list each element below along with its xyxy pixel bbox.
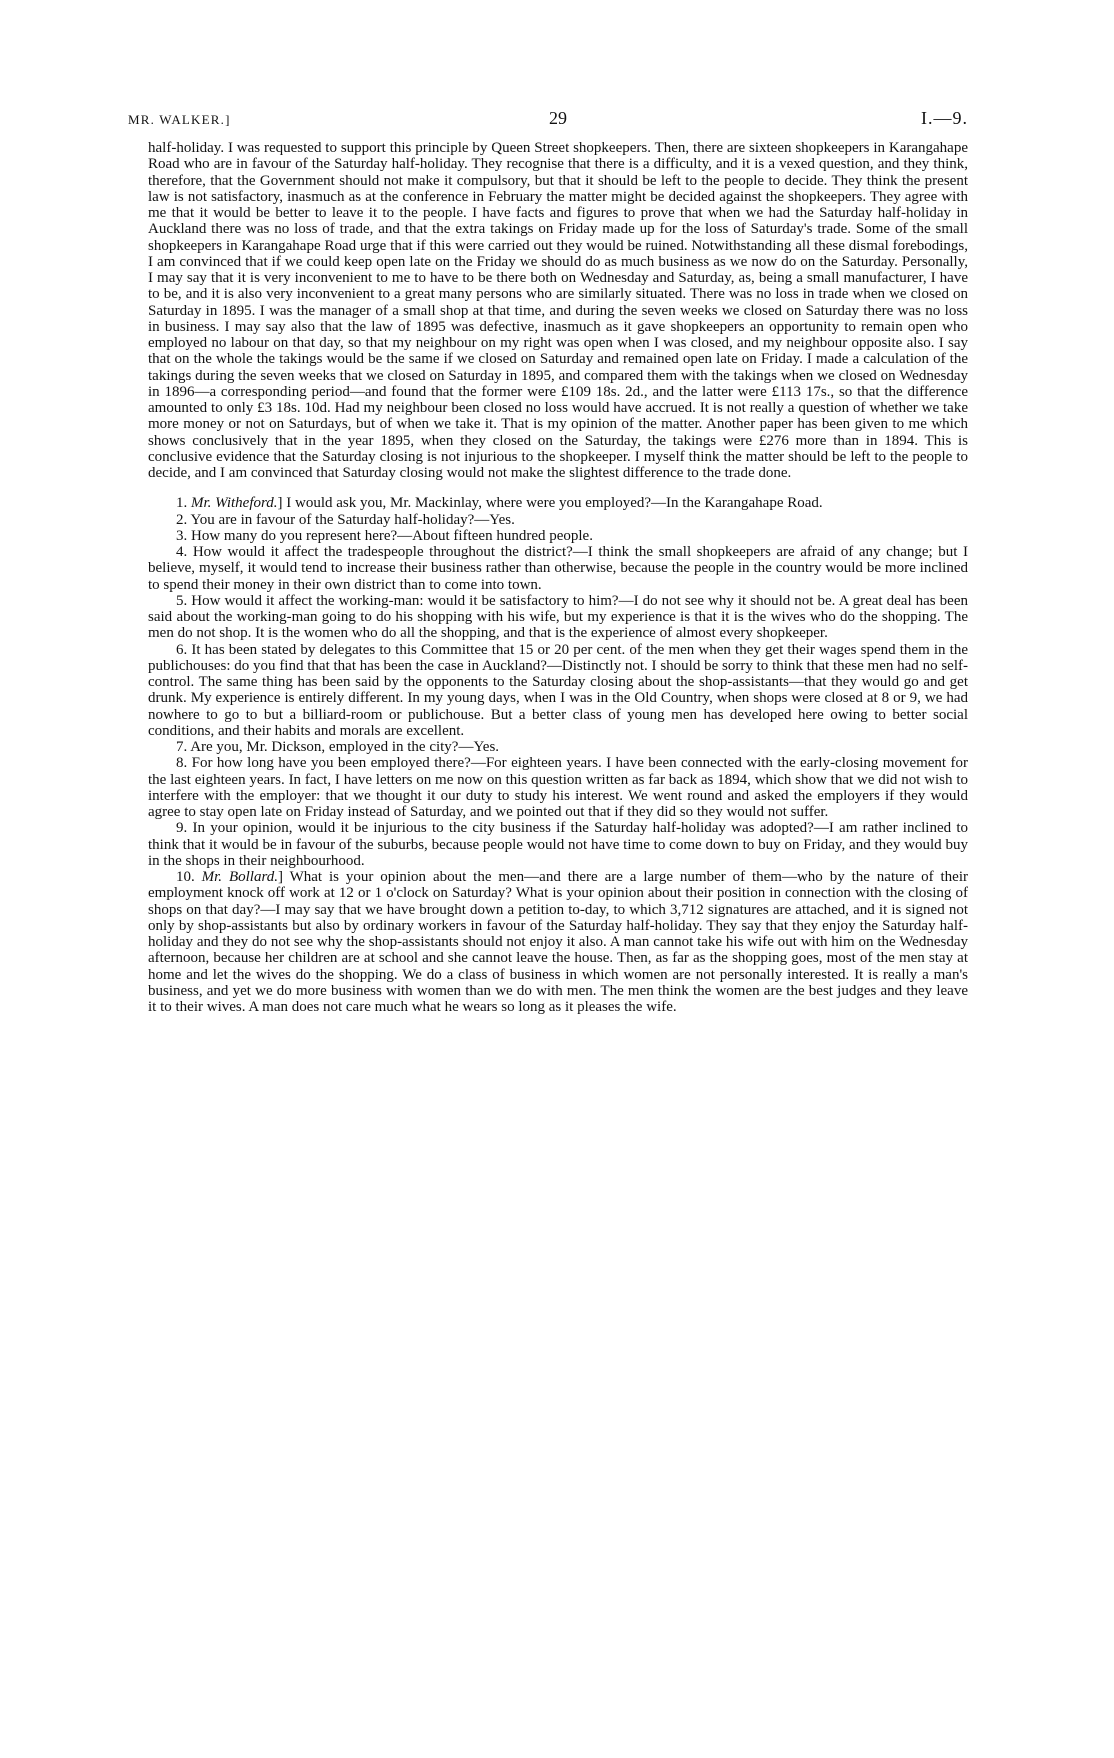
question-number: 5.: [176, 592, 192, 609]
question-2: [148, 512, 968, 528]
question-number: 1.: [176, 495, 191, 512]
question-text: Are you, Mr. Dickson, employed in the city?—Yes.: [190, 739, 500, 755]
question-text: It has been stated by delegates to this Committee that 15 or 20 per cent. of the men when they get their wages spend them in the publichouses: do you find that that has been the case in Auckland?—Distinctly not. I should be sorry to think that these men had no self-control. The same thing has been said by the opponents to the Saturday closing about the shop-assistants—that they would go and get drunk. My experience is entirely different. In my young days, when I was in the Old Country, when shops were closed at 8 or 9, we had nowhere to go to but a billiard-room or publichouse. But a better class of young men has developed here owing to better social conditions, and their habits and morals are excellent.: [148, 641, 968, 739]
question-number: 2.: [176, 511, 191, 528]
speaker-name: Mr. Witheford.: [191, 495, 278, 512]
question-text: How would it affect the working-man: would it be satisfactory to him?—I do not see why it should not be. A great deal has been said about the working-man going to do his shopping with his wife, but my experience is that it is the wives who do the shopping. The men do not shop. It is the women who do all the shopping, and that is the experience of almost every shopkeeper.: [148, 592, 968, 642]
speaker-name: Mr. Bollard.: [201, 869, 278, 885]
question-text: How would it affect the tradespeople throughout the district?—I think the small shopkeepers are afraid of any change; but I believe, myself, it would tend to increase their business rather than otherwise, because the people in the country would be more inclined to spend their money in their own district than to come into town.: [148, 544, 968, 593]
question-number: 9.: [176, 820, 193, 837]
question-8: [148, 755, 968, 820]
header-witness-name: MR. WALKER.]: [128, 112, 231, 127]
question-number: 10.: [176, 869, 202, 885]
question-1: [148, 495, 968, 511]
question-4: [148, 544, 968, 593]
page-number: 29: [549, 108, 567, 128]
question-text: ] What is your opinion about the men—and there are a large number of them—who by the nature of their employment knock off work at 12 or 1 o'clock on Saturday? What is your opinion about their position in connection with the closing of shops on that day?—I may say that we have brought down a petition to-day, to which 3,712 signatures are attached, and it is signed not only by shop-assistants but also by ordinary workers in favour of the Saturday half-holiday. They say that they enjoy the Saturday half-holiday and they do not see why the shop-assistants should not enjoy it also. A man cannot take his wife out with him on the Wednesday afternoon, because her children are at school and she cannot leave the house. Then, as far as the shopping goes, most of the men stay at home and let the wives do the shopping. We do a class of business in which women are not personally interested. It is really a man's business, and yet we do more business with women than we do with men. The men think the women are the best judges and they leave it to their wives. A man does not care much what he wears so long as it pleases the wife.: [148, 869, 969, 1015]
question-text: You are in favour of the Saturday half-holiday?—Yes.: [190, 511, 515, 528]
question-9: [148, 820, 968, 869]
question-5: [148, 593, 968, 642]
question-number: 3.: [176, 527, 191, 544]
question-text: How many do you represent here?—About fifteen hundred people.: [191, 527, 593, 544]
question-number: 4.: [176, 544, 193, 560]
question-7: [148, 739, 968, 755]
question-text: In your opinion, would it be injurious to the city business if the Saturday half-holiday was adopted?—I am rather inclined to think that it would be in favour of the suburbs, because people would not have time to come down to buy on Friday, and they would buy in the shops in their neighbourhood.: [148, 820, 969, 869]
question-text: ] I would ask you, Mr. Mackinlay, where were you employed?—In the Karangahape Road.: [277, 495, 823, 512]
question-number: 6.: [176, 641, 192, 658]
document-body: [148, 140, 968, 1015]
document-reference: I.—9.: [921, 108, 968, 128]
question-number: 8.: [176, 755, 192, 772]
page-header: [128, 108, 968, 140]
question-6: [148, 642, 968, 740]
question-10: [148, 869, 968, 1015]
intro-paragraph: half-holiday. I was requested to support this principle by Queen Street shopkeepers. Then, there are sixteen shopkeepers in Karangahape Road who are in favour of the Saturday half-holiday. They recognise that there is a difficulty, and it is a vexed question, and they think, therefore, that the Government should not make it compulsory, but that it should be left to the people to decide. They think the present law is not satisfactory, inasmuch as at the conference in February the matter might be decided against the shopkeepers. They agree with me that it would be better to leave it to the people. I have facts and figures to prove that when we had the Saturday half-holiday in Auckland there was no loss of trade, and that the extra takings on Friday made up for the loss of Saturday's trade. Some of the small shopkeepers in Karangahape Road urge that if this were carried out they would be ruined. Notwithstanding all these dismal forebodings, I am convinced that if we could keep open late on the Friday we should do as much business as we now do on the Saturday. Personally, I may say that it is very inconvenient to me to have to be there both on Wednesday and Saturday, as, being a small manufacturer, I have to be, and it is also very inconvenient to a great many persons who are similarly situated. There was no loss in trade when we closed on Saturday in 1895. I was the manager of a small shop at that time, and during the seven weeks we closed on Saturday there was no loss in business. I may say also that the law of 1895 was defective, inasmuch as it gave shopkeepers an opportunity to remain open who employed no labour on that day, so that my neighbour on my right was open when I was closed, and my neighbour opposite also. I say that on the whole the takings would be the same if we closed on Saturday and remained open late on Friday. I made a calculation of the takings during the seven weeks that we closed on Saturday in 1895, and compared them with the takings when we closed on Wednesday in 1896—a corresponding period—and found that the former were £109 18s. 2d., and the latter were £113 17s., so that the difference amounted to only £3 18s. 10d. Had my neighbour been closed no loss would have accrued. It is not really a question of whether we take more money or not on Saturdays, but of when we take it. That is my opinion of the matter. Another paper has been given to me which shows conclusively that in the year 1895, when they closed on the Saturday, the takings were £276 more than in 1894. This is conclusive evidence that the Saturday closing is not injurious to the shopkeeper. I myself think the matter should be left to the people to decide, and I am convinced that Saturday closing would not make the slightest difference to the trade done.: [148, 140, 968, 481]
question-3: [148, 528, 968, 544]
question-number: 7.: [176, 739, 191, 755]
document-page: [128, 108, 969, 1015]
question-text: For how long have you been employed there?—For eighteen years. I have been connected with the early-closing movement for the last eighteen years. In fact, I have letters on me now on this question written as far back as 1894, which show that we did not wish to interfere with the employer: that we thought it our duty to study his interest. We went round and asked the employers if they would agree to stay open late on Friday instead of Saturday, and we pointed out that if they did so they would not suffer.: [148, 755, 969, 820]
